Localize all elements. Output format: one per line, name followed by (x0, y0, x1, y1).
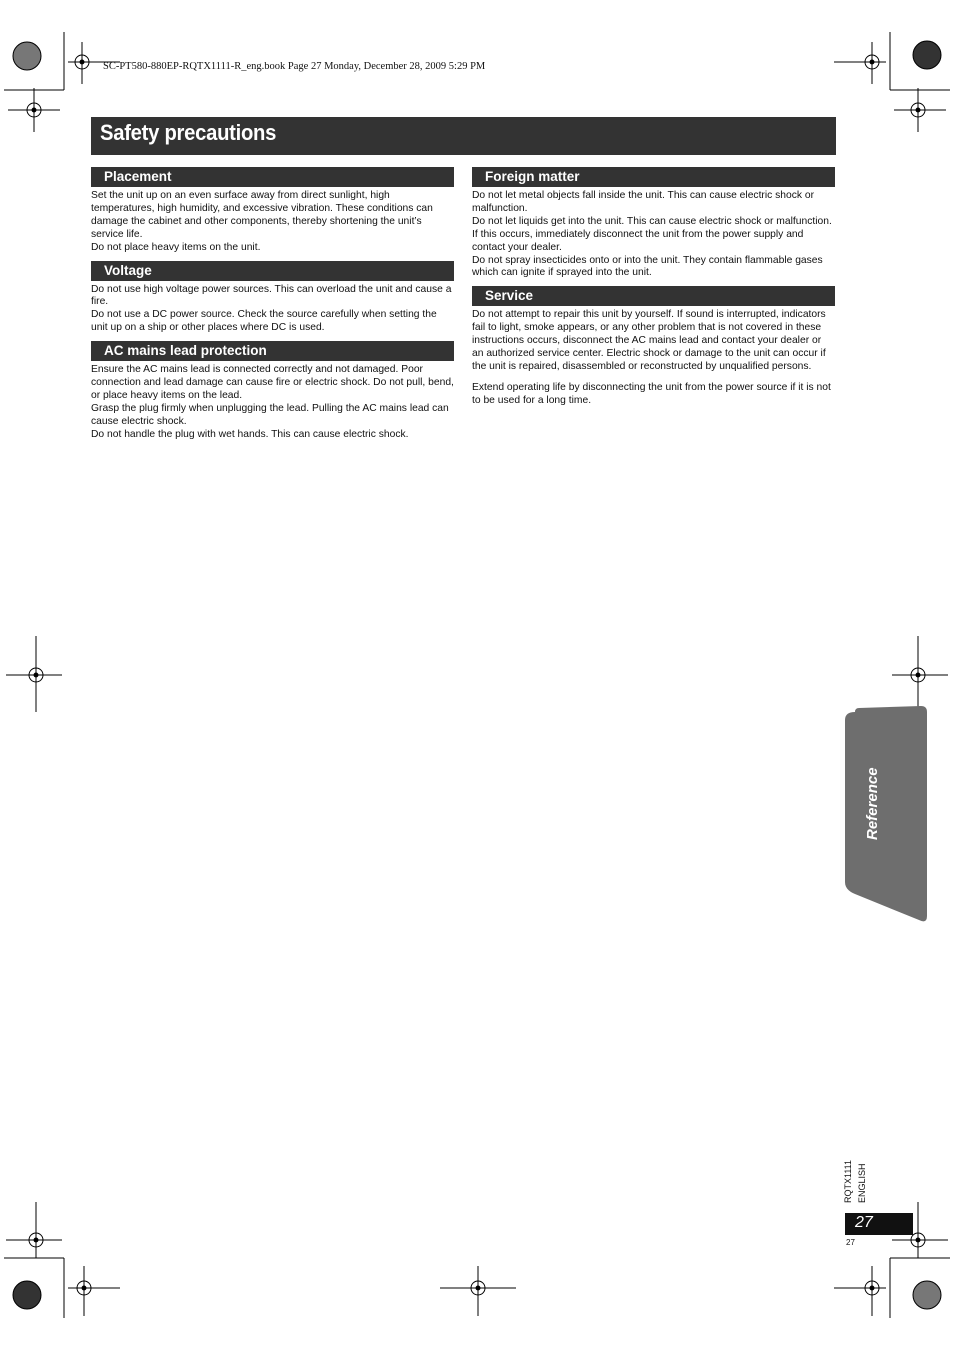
section-placement (91, 167, 454, 255)
section-foreign-matter (472, 167, 835, 280)
paragraph: Do not let liquids get into the unit. This can cause electric shock or malfunction. If this occurs, immediately disconnect the unit from the power supply and contact your dealer. (472, 215, 832, 253)
section-heading: Voltage (91, 261, 454, 281)
paragraph: Do not let metal objects fall inside the unit. This can cause electric shock or malfunction. (472, 190, 815, 214)
paragraph: Do not spray insecticides onto or into the unit. They contain flammable gases which can ignite if sprayed into the unit. (472, 254, 823, 279)
page-number-box (845, 1213, 913, 1235)
right-column (472, 167, 835, 414)
section-body (472, 190, 835, 280)
section-body (91, 190, 454, 255)
language-label: ENGLISH (857, 1163, 867, 1203)
paragraph: Do not place heavy items on the unit. (91, 241, 261, 253)
paragraph: Do not handle the plug with wet hands. This can cause electric shock. (91, 428, 409, 440)
section-heading: Service (472, 286, 835, 306)
paragraph: Do not use a DC power source. Check the source carefully when setting the unit up on a ship or other places where DC is used. (91, 309, 437, 334)
section-heading: Placement (91, 167, 454, 187)
reference-tab (845, 706, 927, 922)
section-body (91, 284, 454, 336)
doc-code: RQTX1111 (843, 1159, 853, 1203)
left-column (91, 167, 454, 448)
section-body (472, 309, 835, 407)
page-number: 27 (855, 1214, 873, 1231)
section-ac-mains-lead-protection (91, 341, 454, 441)
book-header-line: SC-PT580-880EP-RQTX1111-R_eng.book Page 27 Monday, December 28, 2009 5:29 PM (103, 61, 486, 72)
paragraph: Do not use high voltage power sources. This can overload the unit and cause a fire. (91, 283, 452, 308)
page-title-bar (91, 117, 836, 155)
section-heading: Foreign matter (472, 167, 835, 187)
paragraph: Ensure the AC mains lead is connected correctly and not damaged. Poor connection and lead damage can cause fire or electric shock. Do not pull, bend, or place heavy items on the lead. (91, 364, 454, 401)
small-page-number: 27 (846, 1238, 855, 1247)
paragraph: Set the unit up on an even surface away from direct sunlight, high temperatures, high humidity, and excessive vibration. These conditions can damage the cabinet and other components, thereby shortening the unit’s service life. (91, 190, 433, 240)
paragraph: Extend operating life by disconnecting the unit from the power source if it is not to be used for a long time. (472, 381, 831, 406)
page-title: Safety precautions (100, 120, 277, 145)
section-heading: AC mains lead protection (91, 341, 454, 361)
section-body (91, 364, 454, 441)
paragraph: Grasp the plug firmly when unplugging the lead. Pulling the AC mains lead can cause electric shock. (91, 402, 449, 427)
section-service (472, 286, 835, 407)
section-voltage (91, 261, 454, 336)
reference-tab-label: Reference (864, 767, 881, 840)
paragraph: Do not attempt to repair this unit by yourself. If sound is interrupted, indicators fail to light, smoke appears, or any other problem that is not covered in these instructions occurs, disconnect the AC mains lead and contact your dealer or an authorized service center. Electric shock or damage to the unit can occur if the unit is repaired, disassembled or reconstructed by unqualified persons. (472, 309, 826, 372)
